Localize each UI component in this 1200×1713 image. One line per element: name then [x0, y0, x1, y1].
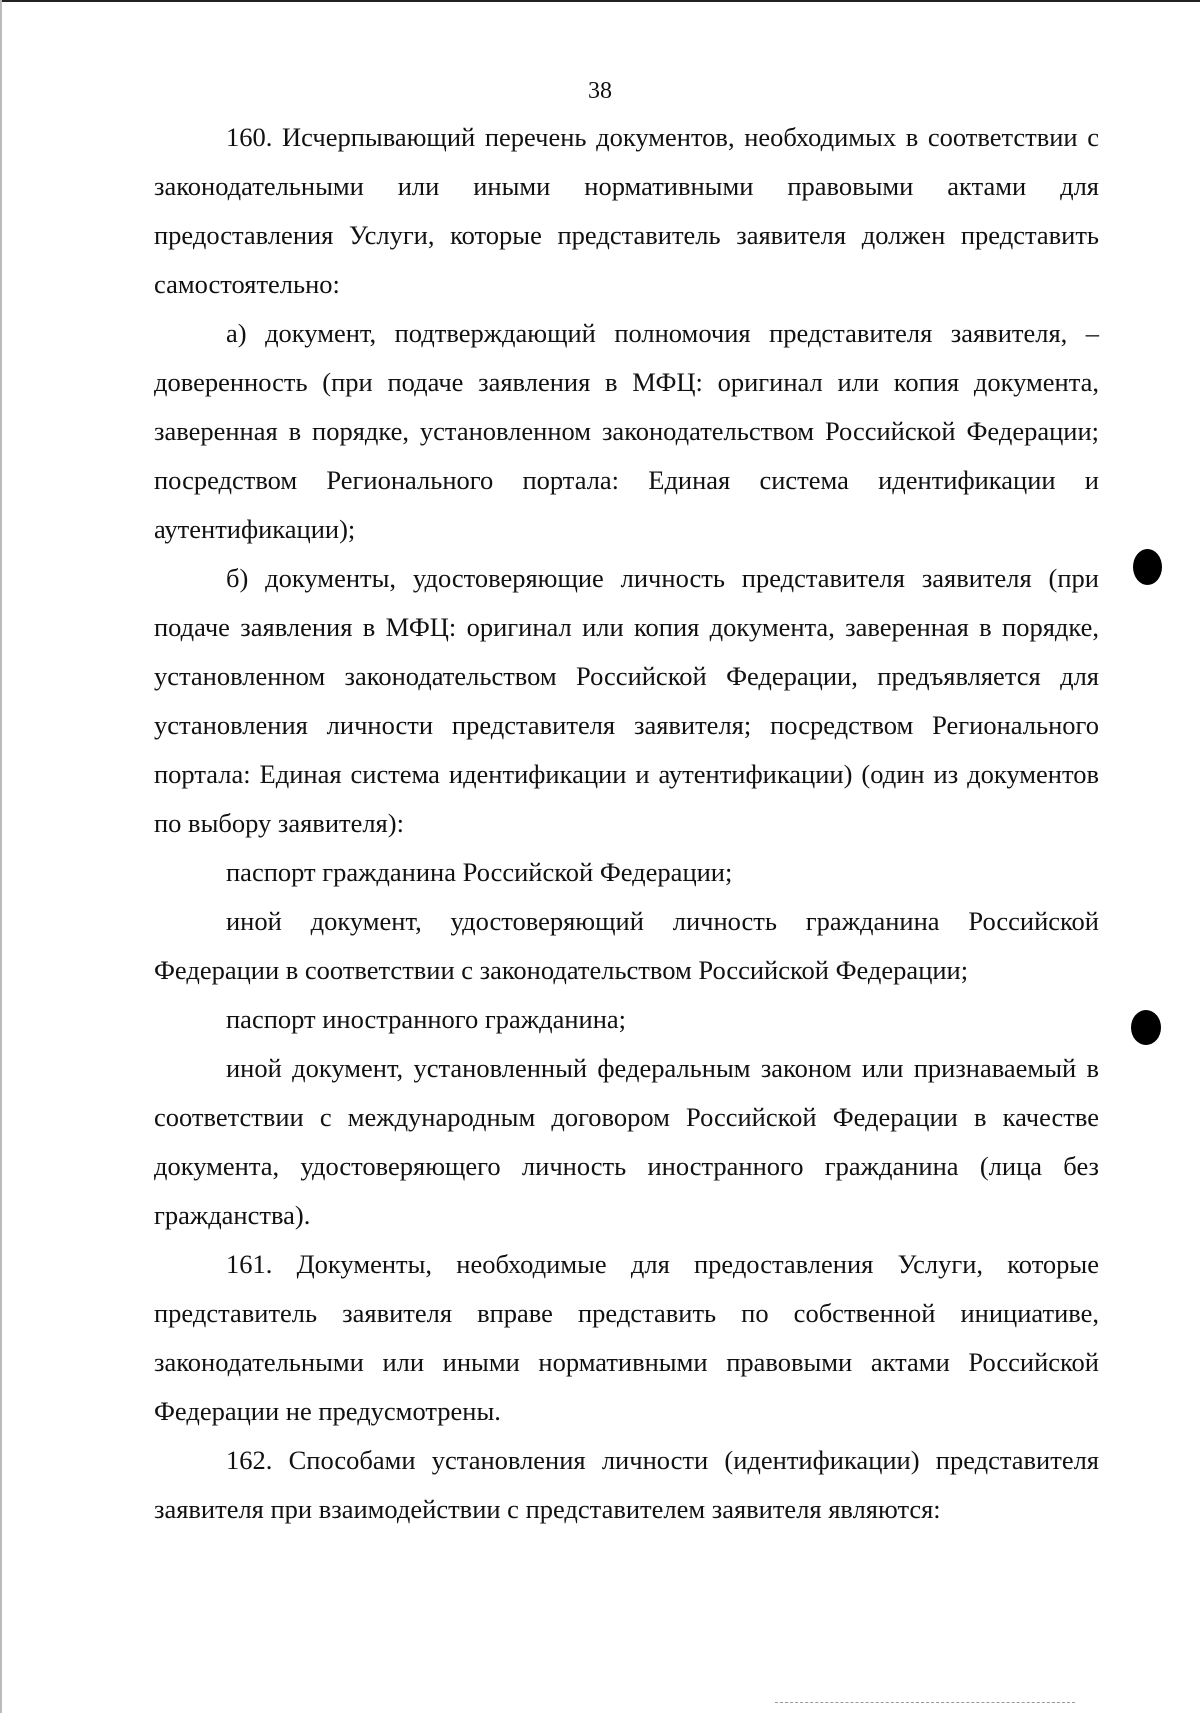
list-item-other-document-foreign: иной документ, установленный федеральным законом или признаваемый в соответствии с международным договором Российской Федерации в качестве документа, удостоверяющего личность иностранного гражданина (лица без гражданства). [154, 1053, 1099, 1230]
list-item-passport-rf: паспорт гражданина Российской Федерации; [226, 857, 733, 887]
scan-artifact-line [775, 1702, 1075, 1704]
scan-edge-left [0, 0, 2, 1713]
document-body [154, 113, 1099, 1534]
paragraph-item-a: а) документ, подтверждающий полномочия представителя заявителя, – доверенность (при подаче заявления в МФЦ: оригинал или копия документа, заверенная в порядке, установленном законодательством Российской Федерации; посредством Регионального портала: Единая система идентификации и аутентификации); [154, 318, 1099, 544]
scan-edge-top [0, 0, 1200, 2]
list-item-other-document-rf: иной документ, удостоверяющий личность гражданина Российской Федерации в соответствии с законодательством Российской Федерации; [154, 906, 1099, 985]
paragraph-160: 160. Исчерпывающий перечень документов, необходимых в соответствии с законодательными или иными нормативными правовыми актами для предоставления Услуги, которые представитель заявителя должен представить самостоятельно: [154, 122, 1099, 299]
punch-hole-mark [1133, 549, 1162, 585]
paragraph-161: 161. Документы, необходимые для предоставления Услуги, которые представитель заявителя вправе представить по собственной инициативе, законодательными или иными нормативными правовыми актами Российской Федерации не предусмотрены. [154, 1249, 1099, 1426]
paragraph-162: 162. Способами установления личности (идентификации) представителя заявителя при взаимодействии с представителем заявителя являются: [154, 1445, 1099, 1524]
paragraph-item-b: б) документы, удостоверяющие личность представителя заявителя (при подаче заявления в МФЦ: оригинал или копия документа, заверенная в порядке, установленном законодательством Российской Федерации, предъявляется для установления личности представителя заявителя; посредством Регионального портала: Единая система идентификации и аутентификации) (один из документов по выбору заявителя): [154, 563, 1099, 838]
list-item-foreign-passport: паспорт иностранного гражданина; [226, 1004, 626, 1034]
page-number: 38 [588, 78, 612, 104]
punch-hole-mark [1131, 1010, 1161, 1045]
